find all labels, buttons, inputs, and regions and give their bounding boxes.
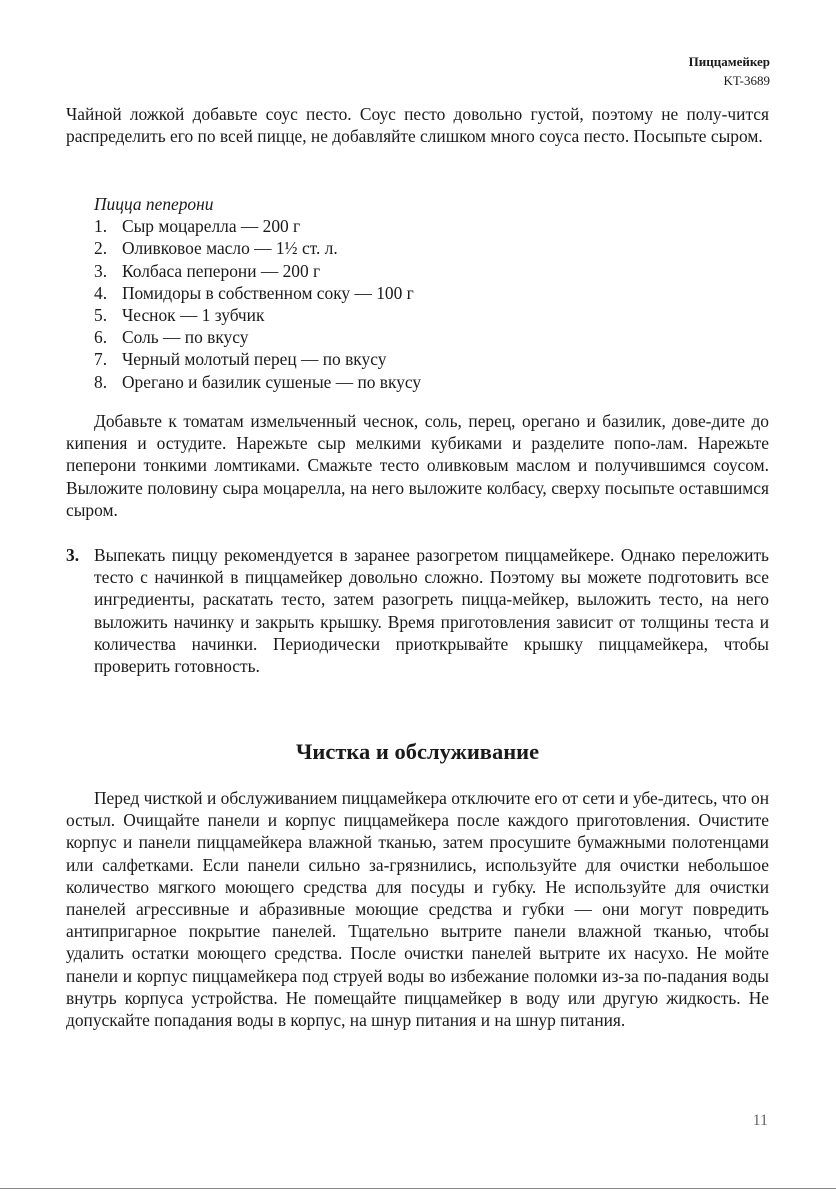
ingredient-number: 7.	[94, 349, 108, 370]
ingredient-number: 5.	[94, 305, 108, 326]
ingredient-text: Чеснок — 1 зубчик	[122, 305, 265, 326]
ingredient-text: Черный молотый перец — по вкусу	[122, 349, 387, 370]
ingredient-item	[94, 282, 421, 304]
cleaning-block	[66, 787, 769, 1031]
ingredient-text: Колбаса пеперони — 200 г	[122, 260, 321, 281]
intro-block	[66, 103, 769, 147]
intro-paragraph: Чайной ложкой добавьте соус песто. Соус песто довольно густой, поэтому не полу-чится распределить его по всей пицце, не добавляйте слишком много соуса песто. Посыпьте сыром.	[66, 104, 769, 147]
ingredient-item	[94, 215, 421, 237]
ingredient-text: Оливковое масло — 1½ ст. л.	[122, 238, 338, 259]
ingredient-item	[94, 326, 421, 348]
step-text: Выпекать пиццу рекомендуется в заранее разогретом пиццамейкере. Однако переложить тесто с начинкой в пиццамейкер довольно сложно. Поэтому вы можете подготовить все ингредиенты, раскатать тесто, затем разогреть пицца-мейкер, выложить тесто, на него выложить начинку и закрыть крышку. Время приготовления зависит от толщины теста и количества начинки. Периодически приоткрывайте крышку пиццамейкера, чтобы проверить готовность.	[94, 545, 769, 677]
ingredient-number: 4.	[94, 282, 108, 303]
ingredient-item	[94, 371, 421, 393]
recipe-block	[94, 193, 421, 393]
ingredient-item	[94, 348, 421, 370]
ingredient-list	[94, 215, 421, 393]
ingredient-number: 8.	[94, 371, 108, 392]
ingredient-number: 3.	[94, 260, 108, 281]
ingredient-text: Помидоры в собственном соку — 100 г	[122, 282, 414, 303]
section-heading: Чистка и обслуживание	[295, 739, 540, 764]
ingredient-item	[94, 237, 421, 259]
ingredient-text: Сыр моцарелла — 200 г	[122, 216, 301, 237]
ingredient-number: 2.	[94, 238, 108, 259]
ingredient-number: 1.	[94, 216, 108, 237]
recipe-title: Пицца пеперони	[94, 194, 214, 214]
step-number: 3.	[66, 545, 80, 565]
bottom-divider	[0, 1188, 836, 1189]
ingredient-item	[94, 304, 421, 326]
recipe-instructions-paragraph: Добавьте к томатам измельченный чеснок, соль, перец, орегано и базилик, дове-дите до кипения и остудите. Нарежьте сыр мелкими кубиками и разделите попо-лам. Нарежьте пеперони тонкими ломтиками. Смажьте тесто оливковым маслом и получившимся соусом. Выложите половину сыра моцарелла, на него выложите колбасу, сверху посыпьте оставшимся сыром.	[66, 411, 769, 520]
cleaning-paragraph: Перед чисткой и обслуживанием пиццамейкера отключите его от сети и убе-дитесь, что он остыл. Очищайте панели и корпус пиццамейкера после каждого приготовления. Очистите корпус и панели пиццамейкера влажной тканью, затем просушите бумажными полотенцами или салфетками. Если панели сильно за-грязнились, используйте для очистки небольшое количество мягкого моющего средства для посуды и губку. Не используйте для очистки панелей агрессивные и абразивные моющие средства и губки — они могут повредить антипригарное покрытие панелей. Тщательно вытрите панели влажной тканью, чтобы удалить остатки моющего средства. После очистки панелей вытрите их насухо. Не мойте панели и корпус пиццамейкера под струей воды во избежание поломки из-за по-падания воды внутрь корпуса устройства. Не помещайте пиццамейкер в воду или другую жидкость. Не допускайте попадания воды в корпус, на шнур питания и на шнур питания.	[66, 788, 769, 1031]
header-product-name: Пиццамейкер	[688, 54, 770, 69]
recipe-instructions-block	[66, 410, 769, 521]
step-3-block	[66, 544, 769, 677]
ingredient-number: 6.	[94, 327, 108, 348]
ingredient-text: Соль — по вкусу	[122, 327, 249, 348]
header-model-number: KT-3689	[723, 73, 770, 88]
ingredient-text: Орегано и базилик сушеные — по вкусу	[122, 371, 422, 392]
running-header	[689, 52, 770, 90]
page-number: 11	[752, 1112, 768, 1129]
ingredient-item	[94, 260, 421, 282]
